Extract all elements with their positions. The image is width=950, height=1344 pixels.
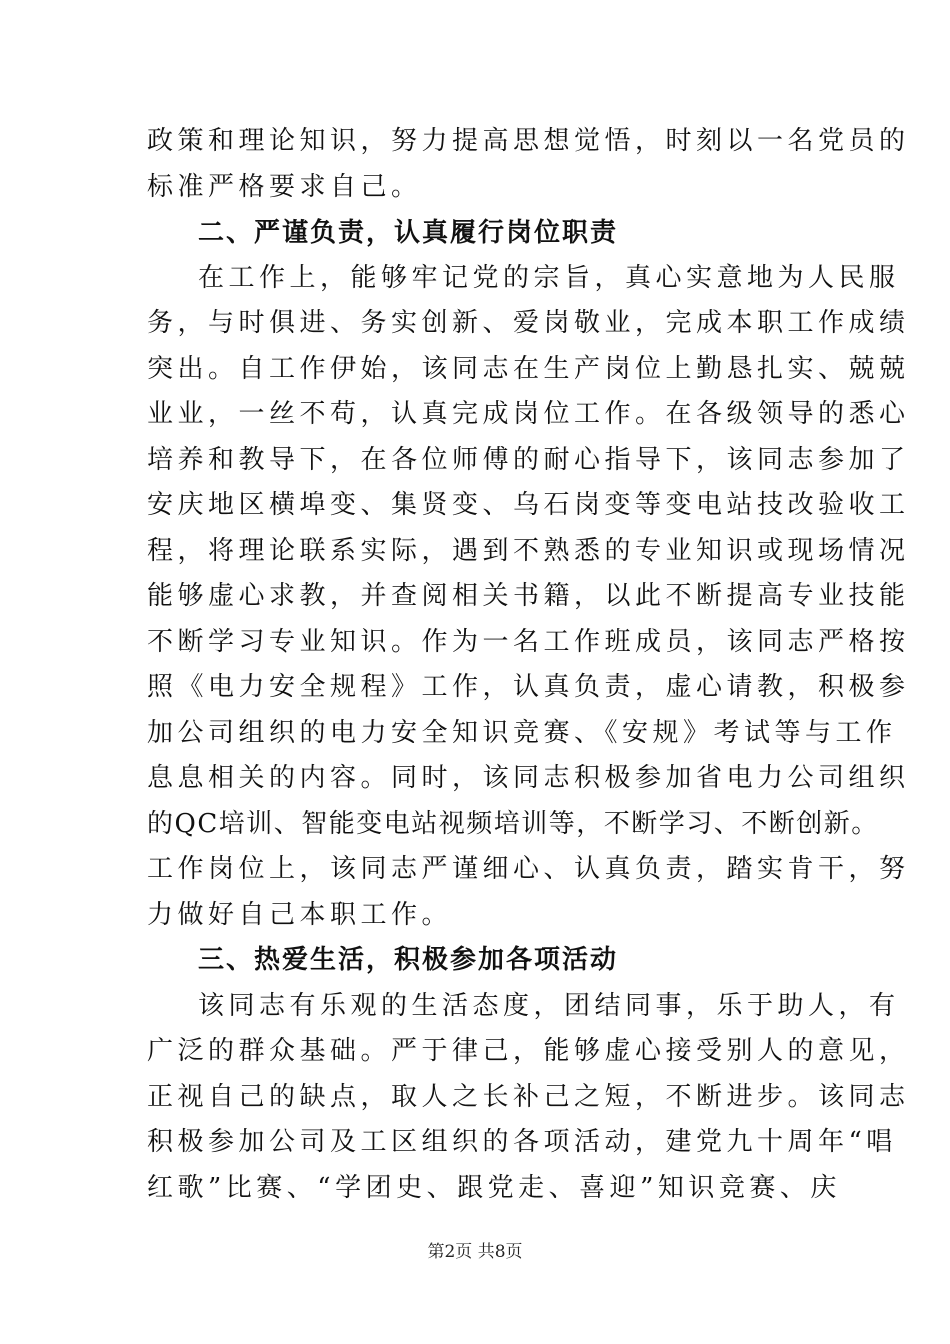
body-text-line: 不断学习专业知识。作为一名工作班成员，该同志严格按: [147, 627, 910, 657]
section-heading-2: 二、严谨负责，认真履行岗位职责: [198, 218, 619, 248]
body-text-line: 正视自己的缺点，取人之长补己之短，不断进步。该同志: [147, 1082, 910, 1112]
body-text-line: 在工作上，能够牢记党的宗旨，真心实意地为人民服: [198, 263, 900, 293]
body-text-line: 加公司组织的电力安全知识竞赛、《安规》考试等与工作: [147, 718, 897, 748]
body-text-line: 能够虚心求教，并查阅相关书籍，以此不断提高专业技能: [147, 581, 910, 611]
body-text-line: 培养和教导下，在各位师傅的耐心指导下，该同志参加了: [147, 445, 910, 475]
body-text-line: 广泛的群众基础。严于律己，能够虚心接受别人的意见，: [147, 1036, 910, 1066]
body-text-line: 该同志有乐观的生活态度，团结同事，乐于助人，有: [198, 991, 900, 1021]
body-text-line: 务，与时俱进、务实创新、爱岗敬业，完成本职工作成绩: [147, 308, 910, 338]
body-text-line: 安庆地区横埠变、集贤变、乌石岗变等变电站技改验收工: [147, 490, 910, 520]
body-text-line: 工作岗位上，该同志严谨细心、认真负责，踏实肯干，努: [147, 854, 910, 884]
body-text-line: 程，将理论联系实际，遇到不熟悉的专业知识或现场情况: [147, 536, 910, 566]
body-text-line: 力做好自己本职工作。: [147, 900, 453, 930]
body-text-line: 标准严格要求自己。: [147, 172, 422, 202]
page-number-footer: 第2页 共8页: [427, 1242, 523, 1262]
body-text-line: 突出。自工作伊始，该同志在生产岗位上勤恳扎实、兢兢: [147, 354, 910, 384]
body-text-line: 政策和理论知识，努力提高思想觉悟，时刻以一名党员的: [147, 126, 910, 156]
body-text-line: 红歌”比赛、“学团史、跟党走、喜迎”知识竞赛、庆: [147, 1173, 841, 1203]
section-heading-3: 三、热爱生活，积极参加各项活动: [198, 945, 619, 975]
body-text-line: 的QC培训、智能变电站视频培训等，不断学习、不断创新。: [147, 809, 879, 839]
body-text-line: 积极参加公司及工区组织的各项活动，建党九十周年“唱: [147, 1127, 897, 1157]
body-text-line: 息息相关的内容。同时，该同志积极参加省电力公司组织: [147, 763, 910, 793]
body-text-line: 业业，一丝不苟，认真完成岗位工作。在各级领导的悉心: [147, 399, 910, 429]
body-text-line: 照《电力安全规程》工作，认真负责，虚心请教，积极参: [147, 672, 910, 702]
